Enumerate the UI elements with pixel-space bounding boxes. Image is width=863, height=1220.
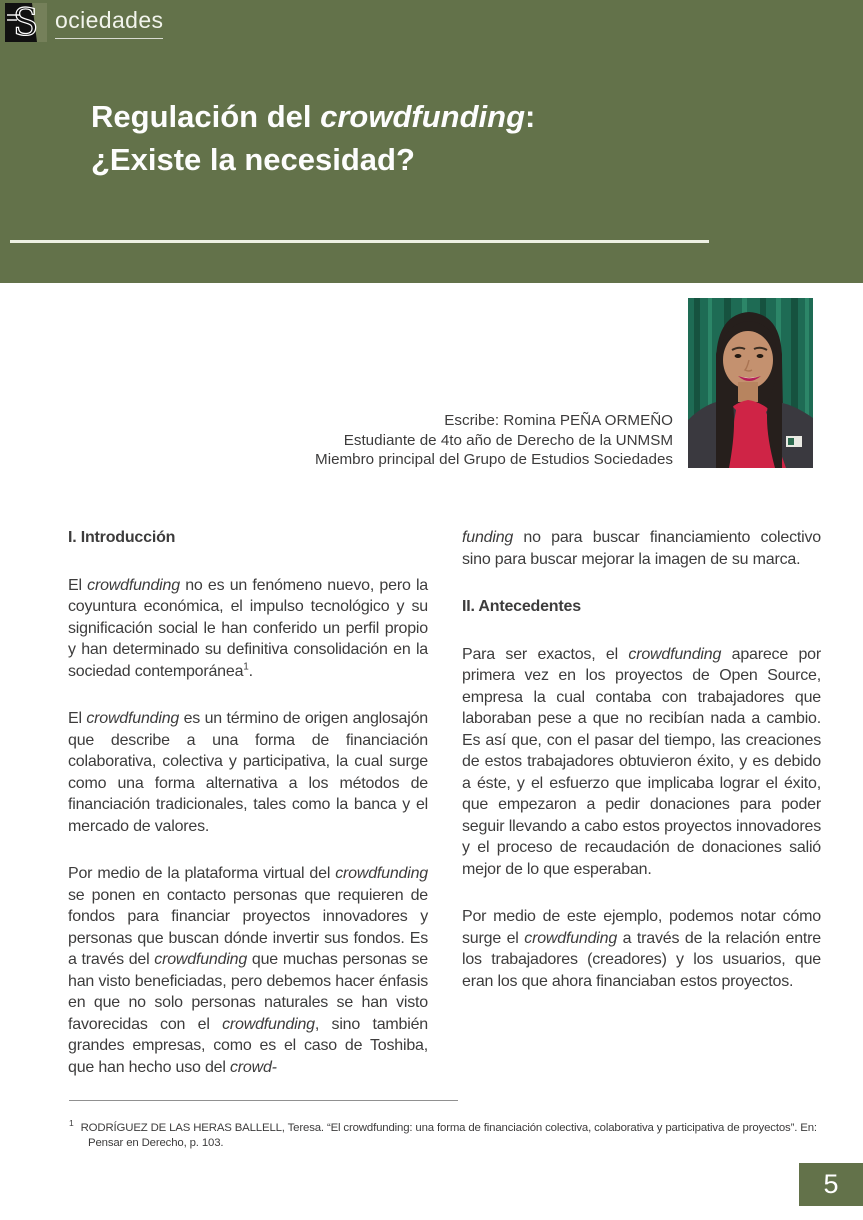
header-banner <box>0 0 863 283</box>
article-title-line2: ¿Existe la necesidad? <box>91 142 415 177</box>
article-title <box>91 95 535 181</box>
footnote-text: RODRÍGUEZ DE LAS HERAS BALLELL, Teresa. “El crowdfunding: una forma de financiación colectiva, colaborativa y participativa de proyectos”. En: Pensar en Derecho, p. 103. <box>80 1121 817 1149</box>
body-paragraph: El crowdfunding es un término de origen anglosajón que describe a una forma de financiación colaborativa, colectiva y participativa, la cual surge como una forma alternativa a los métodos de financiación tradicionales, tales como la banca y el mercado de valores. <box>68 710 428 835</box>
section-heading: II. Antecedentes <box>462 598 581 615</box>
author-byline <box>275 411 673 470</box>
body-paragraph: funding no para buscar financiamiento colectivo sino para buscar mejorar la imagen de su marca. <box>462 529 821 568</box>
author-affiliation-line: Estudiante de 4to año de Derecho de la UNMSM <box>343 431 673 449</box>
author-credit-line: Escribe: Romina PEÑA ORMEÑO <box>444 412 673 429</box>
right-column <box>462 527 821 1018</box>
masthead <box>5 3 163 42</box>
body-paragraph: Por medio de la plataforma virtual del crowdfunding se ponen en contacto personas que requieren de fondos para financiar proyectos innovadores y personas que buscan dónde invertir sus fondos. Es a través del crowdfunding que muchas personas se han visto beneficiadas, pero debemos hacer énfasis en que no solo personas naturales se han visto favorecidas con el crowdfunding, sino también grandes empresas, como es el caso de Toshiba, que han hecho uso del crowd- <box>68 865 429 1076</box>
body-paragraph: Por medio de este ejemplo, podemos notar cómo surge el crowdfunding a través de la relación entre los trabajadores (creadores) y los usuarios, que eran los que ahora financiaban estos proyectos. <box>462 908 821 990</box>
footnote <box>69 1116 817 1151</box>
page-number-badge <box>799 1163 863 1206</box>
author-membership-line: Miembro principal del Grupo de Estudios Sociedades <box>315 451 673 468</box>
section-heading: I. Introducción <box>68 529 176 546</box>
footnote-divider <box>69 1100 458 1101</box>
body-paragraph: El crowdfunding no es un fenómeno nuevo, pero la coyuntura económica, el impulso tecnológico y su significación social le han conferido un perfil propio y han determinado su definitiva consolidación en la sociedad contemporánea$^1$. <box>68 576 428 680</box>
page-number: 5 <box>823 1169 839 1199</box>
banner-divider <box>10 240 709 243</box>
left-column <box>68 527 428 1104</box>
masthead-wordmark: ociedades <box>55 7 163 39</box>
footnote-marker: 1 <box>69 1118 74 1128</box>
body-paragraph: Para ser exactos, el crowdfunding aparece por primera vez en los proyectos de Open Source, empresa la cual contaba con trabajadores que laboraban pese a que no recibían nada a cambio. Es así que, con el pasar del tiempo, las creaciones de estos trabajadores obtuvieron éxito, y es debido a éste, y el esfuerzo que implicaba lograr el éxito, que empezaron a pedir donaciones para poder seguir llevando a cabo estos proyectos innovadores y el proceso de recaudación de donaciones salió mejor de lo que esperaban. <box>462 645 821 878</box>
author-portrait-photo <box>688 298 813 468</box>
sociedades-logo-icon <box>5 3 47 42</box>
article-title-line1: Regulación del crowdfunding: <box>91 99 536 134</box>
svg-text:S: S <box>13 3 39 42</box>
